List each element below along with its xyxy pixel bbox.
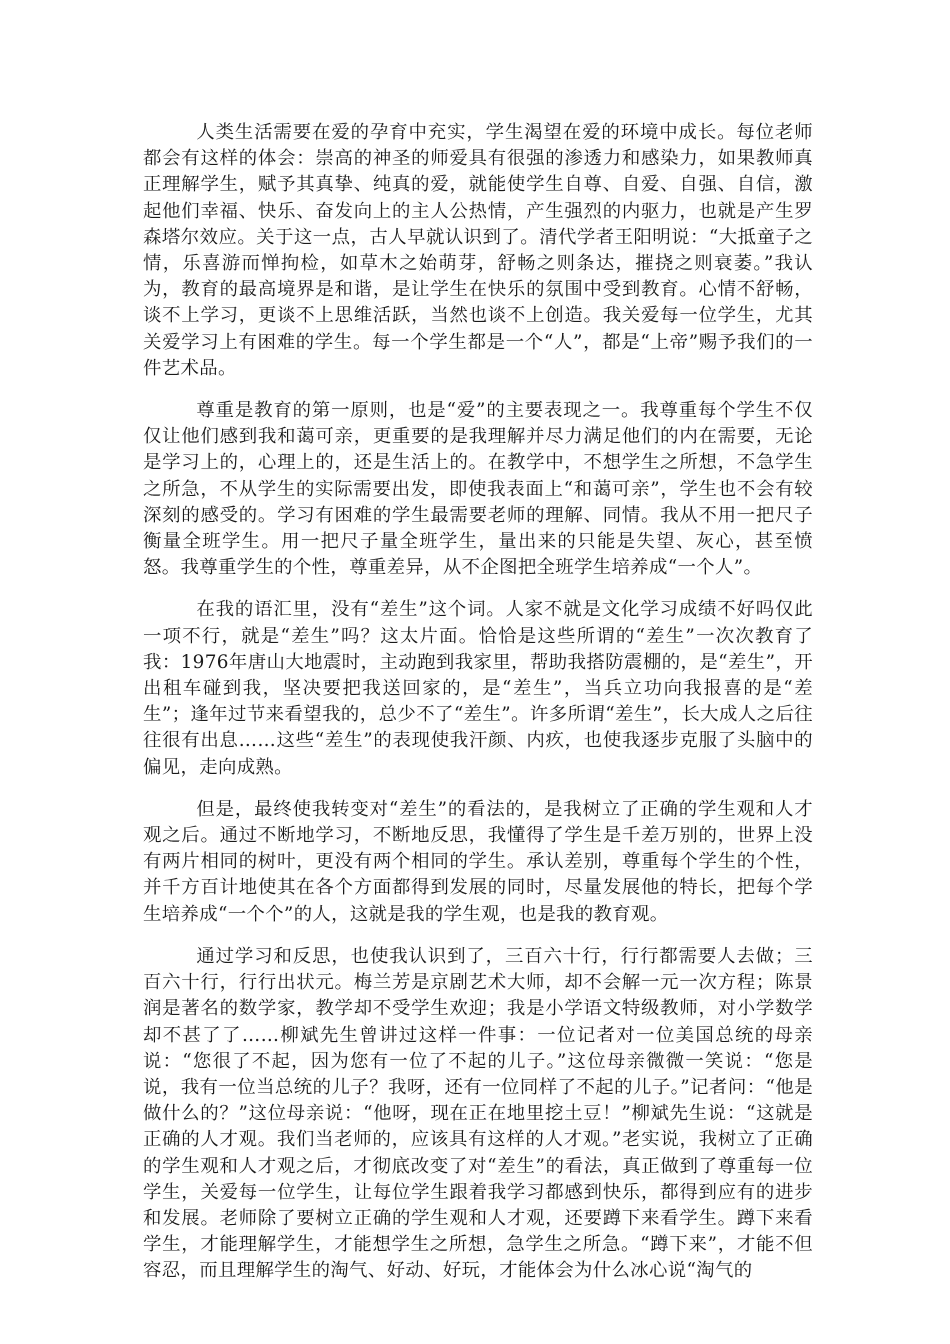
paragraph-5: 通过学习和反思，也使我认识到了，三百六十行，行行都需要人去做；三百六十行，行行出状元。梅兰芳是京剧艺术大师，却不会解一元一次方程；陈景润是著名的数学家，教学却不受学生欢迎；我是小学语文特级教师，对小学数学却不甚了了……柳斌先生曾讲过这样一件事：一位记者对一位美国总统的母亲说：“您很了不起，因为您有一位了不起的儿子。”这位母亲微微一笑说：“您是说，我有一位当总统的儿子？我呀，还有一位同样了不起的儿子。”记者问：“他是做什么的？”这位母亲说：“他呀，现在正在地里挖土豆！”柳斌先生说：“这就是正确的人才观。我们当老师的，应该具有这样的人才观。”老实说，我树立了正确的学生观和人才观之后，才彻底改变了对“差生”的看法，真正做到了尊重每一位学生，关爱每一位学生，让每位学生跟着我学习都感到快乐，都得到应有的进步和发展。老师除了要树立正确的学生观和人才观，还要蹲下来看学生。蹲下来看学生，才能理解学生，才能想学生之所想，急学生之所急。“蹲下来”，才能不但容忍，而且理解学生的淘气、好动、好玩，才能体会为什么冰心说“淘气的 <box>143 945 813 1282</box>
document-body <box>143 120 813 1301</box>
paragraph-4: 但是，最终使我转变对“差生”的看法的，是我树立了正确的学生观和人才观之后。通过不断地学习，不断地反思，我懂得了学生是千差万别的，世界上没有两片相同的树叶，更没有两个相同的学生。承认差别，尊重每个学生的个性，并千方百计地使其在各个方面都得到发展的同时，尽量发展他的特长，把每个学生培养成“一个个”的人，这就是我的学生观，也是我的教育观。 <box>143 798 813 925</box>
paragraph-3: 在我的语汇里，没有“差生”这个词。人家不就是文化学习成绩不好吗仅此一项不行，就是“差生”吗？这太片面。恰恰是这些所谓的“差生”一次次教育了我：1976年唐山大地震时，主动跑到我家里，帮助我搭防震棚的，是“差生”，开出租车碰到我，坚决要把我送回家的，是“差生”，当兵立功向我报喜的是“差生”；逢年过节来看望我的，总少不了“差生”。许多所谓“差生”，长大成人之后往往很有出息……这些“差生”的表现使我汗颜、内疚，也使我逐步克服了头脑中的偏见，走向成熟。 <box>143 599 813 778</box>
paragraph-2: 尊重是教育的第一原则，也是“爱”的主要表现之一。我尊重每个学生不仅仅让他们感到我和蔼可亲，更重要的是我理解并尽力满足他们的内在需要，无论是学习上的，心理上的，还是生活上的。在教学中，不想学生之所想，不急学生之所急，不从学生的实际需要出发，即使我表面上“和蔼可亲”，学生也不会有较深刻的感受的。学习有困难的学生最需要老师的理解、同情。我从不用一把尺子衡量全班学生。用一把尺子量全班学生，量出来的只能是失望、灰心，甚至愤怒。我尊重学生的个性，尊重差异，从不企图把全班学生培养成“一个人”。 <box>143 400 813 579</box>
paragraph-1: 人类生活需要在爱的孕育中充实，学生渴望在爱的环境中成长。每位老师都会有这样的体会：崇高的神圣的师爱具有很强的渗透力和感染力，如果教师真正理解学生，赋予其真挚、纯真的爱，就能使学生自尊、自爱、自强、自信，激起他们幸福、快乐、奋发向上的主人公热情，产生强烈的内驱力，也就是产生罗森塔尔效应。关于这一点，古人早就认识到了。清代学者王阳明说：“大抵童子之情，乐喜游而惮拘检，如草木之始萌芽，舒畅之则条达，摧挠之则衰萎。”我认为，教育的最高境界是和谐，是让学生在快乐的氛围中受到教育。心情不舒畅，谈不上学习，更谈不上思维活跃，当然也谈不上创造。我关爱每一位学生，尤其关爱学习上有困难的学生。每一个学生都是一个“人”，都是“上帝”赐予我们的一件艺术品。 <box>143 122 813 379</box>
